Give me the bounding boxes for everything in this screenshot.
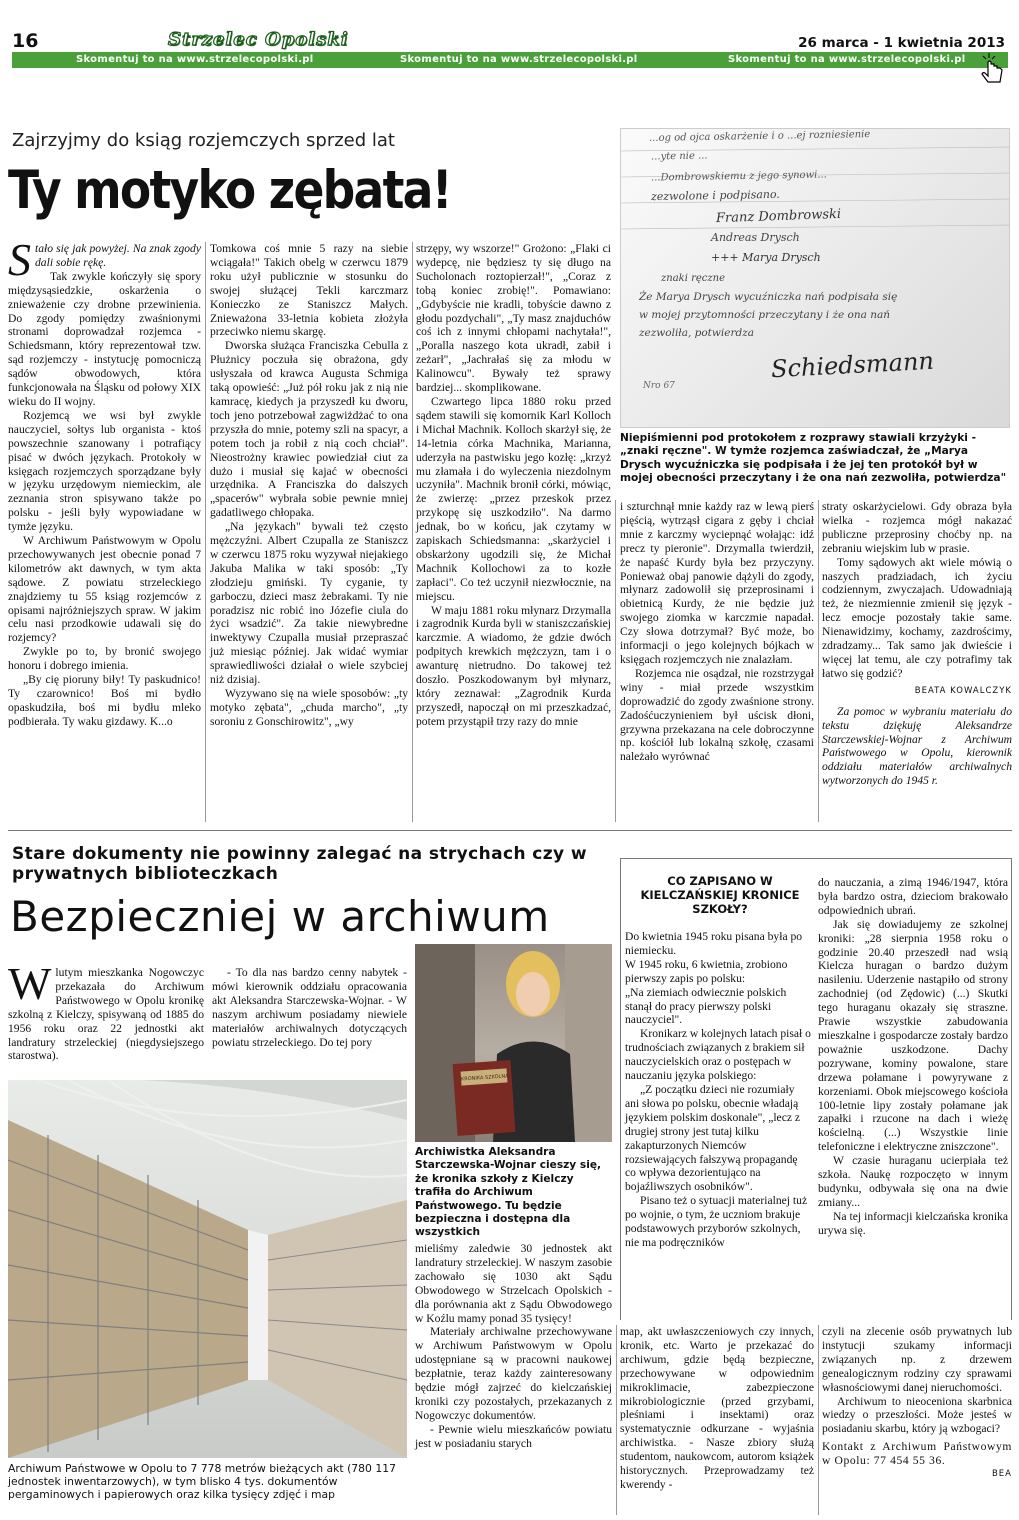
article1-column-1 bbox=[8, 234, 201, 729]
issue-date: 26 marca - 1 kwietnia 2013 bbox=[798, 35, 1005, 51]
paragraph: W czasie huraganu ucierpiała też szkoła. Naukę rozpoczęto w innym budynku, odbywała się ona na dwie zmiany... bbox=[818, 1154, 1008, 1209]
column-rule bbox=[615, 500, 616, 822]
article2-headline: Bezpieczniej w archiwum bbox=[10, 892, 550, 941]
article2-photo-caption-right: Archiwistka Aleksandra Starczewska-Wojnar cieszy się, że kronika szkoły z Kielczy trafiła do Archiwum Państwowego. Tu będzie bezpieczna i dostępna dla wszystkich bbox=[415, 1146, 602, 1239]
manuscript-line: ...yte nie ... bbox=[650, 150, 708, 163]
paragraph: Kronikarz w kolejnych latach pisał o trudnościach związanych z brakiem sił nauczycielskich oraz o postępach w nauczaniu języka polskiego: bbox=[625, 1027, 811, 1083]
paragraph: Wyzywano się na wiele sposobów: „ty motyko zębata", „chuda marcho", „ty soroniu z Gonschirowitz", „wy bbox=[210, 687, 408, 728]
paragraph: Archiwum to nieoceniona skarbnica wiedzy o przeszłości. Może jesteś w posiadaniu skarbu, który ją wzbogaci? bbox=[822, 1394, 1012, 1436]
paragraph: straty oskarżycielowi. Gdy obraza była wielka - rozjemca mógł nakazać publiczne przeprosiny choćby np. na zebraniu wiejskim lub w prasie. bbox=[822, 500, 1012, 555]
paragraph: Tak zwykle kończyły się spory międzysąsiedzkie, oskarżenia o znieważenie czy drobne przewinienia. Do zgody pomiędzy zwaśnionymi stronami doprowadzał rozjemca - Schiedsmann, który reprezentował tzw. sąd rozjemczy - instytucję pomocniczą sądów obwodowych, która funkcjonowała na Śląsku od połowy XIX wieku do II wojny. bbox=[8, 269, 201, 408]
paragraph: „Na ziemiach odwiecznie polskich stanął do pracy pierwszy polski nauczyciel". bbox=[625, 985, 787, 1027]
page-header bbox=[0, 0, 1019, 90]
column-rule bbox=[818, 1325, 819, 1515]
paragraph: „By cię pioruny biły! Ty paskudnico! Ty czarownico! Boś mi bydło opaskudziła, boś mi bydłu mleko podbierała. Ty waku gizdawy. K...o bbox=[8, 673, 201, 728]
dropcap: S bbox=[8, 234, 31, 285]
paragraph: Pisano też o sytuacji materialnej tuż po wojnie, o tym, że uczniom brakuje podstawowych przyborów szkolnych, nie ma podręczników bbox=[625, 1194, 808, 1249]
masthead-logo: Strzelec Opolski bbox=[168, 29, 349, 50]
article1-column-3 bbox=[416, 242, 611, 729]
article1-photo-caption: Niepiśmienni pod protokołem z rozprawy stawiali krzyżyki - „znaki ręczne". W tymże rozjemca zaświadczał, że „Marya Drysch wycuźniczka się podpisała i że jej ten protokół był w mojej obecności przeczytany i że ona nań zezwoliła, potwierdza" bbox=[620, 432, 1007, 485]
paragraph: W Archiwum Państwowym w Opolu przechowywanych jest obecnie ponad 7 kilometrów akt dawnych, w tym akta sądowe. Z powiatu strzeleckiego znajdziemy tu 55 ksiąg rozjemców z opisami najróżniejszych spraw. W jakim celu nasi przodkowie udawali się do rozjemcy? bbox=[8, 534, 201, 645]
article2-column-4 bbox=[620, 1325, 814, 1492]
comment-link[interactable]: Skomentuj to na www.strzelecopolski.pl bbox=[76, 54, 314, 65]
manuscript-line: w mojej przytomności przeczytany i że ona nań bbox=[639, 309, 891, 321]
column-rule bbox=[818, 500, 819, 822]
column-rule bbox=[205, 242, 206, 822]
manuscript-signature: +++ Marya Drysch bbox=[711, 251, 821, 264]
article2-contact: Kontakt z Archiwum Państwowym w Opolu: 77 454 55 36. bbox=[822, 1440, 1012, 1468]
sidebar-title: CO ZAPISANO W KIELCZAŃSKIEJ KRONICE SZKOŁY? bbox=[640, 874, 800, 916]
cursor-hand-icon bbox=[980, 52, 1006, 86]
sidebar-column-1 bbox=[625, 930, 811, 1250]
sidebar-column-2 bbox=[818, 876, 1008, 1238]
article1-column-4 bbox=[620, 500, 814, 764]
manuscript-signature: Franz Dombrowski bbox=[715, 206, 842, 227]
article2-author: BEA bbox=[991, 1469, 1012, 1480]
paragraph: mieliśmy zaledwie 30 jednostek akt landratury strzeleckiej. W naszym zasobie zachowało się 1030 akt Sądu Obwodowego w Strzelcach Opolskich - dla porównania akt z Sądu Obwodowego w Koźlu mamy ponad 35 tysięcy! bbox=[415, 1242, 612, 1325]
archivist-photo bbox=[415, 944, 612, 1142]
comment-bar bbox=[12, 52, 1008, 68]
manuscript-photo bbox=[620, 128, 1010, 428]
paragraph: „Z początku dzieci nie rozumiały ani słowa po polsku, obecnie władają językiem polskim doskonale", „lecz z drugiej strony jest tutaj kilku zakapturzonych Niemców rozsiewających fałszywą propagandę co wpływa dezorientująco na bojaźliwszych osobników". bbox=[625, 1082, 801, 1194]
archivist-illustration bbox=[415, 944, 612, 1142]
paragraph: Tomkowa coś mnie 5 razy na siebie wciągała!" Takich obelg w czerwcu 1879 roku użył publicznie w stosunku do swojej służącej Tekli karczmarz Konieczko ze Staniszcz Małych. Znieważona 33-letnia kobieta złożyła przeciwko niemu skargę. bbox=[210, 242, 408, 339]
page-number: 16 bbox=[12, 30, 39, 52]
paragraph: czyli na zlecenie osób prywatnych lub instytucji szukamy informacji związanych np. z drzewem genealogicznym rodziny czy sprawami własnościowymi danej nieruchomości. bbox=[822, 1325, 1012, 1394]
article2-column-1 bbox=[8, 958, 204, 1063]
paragraph: Zwykle po to, by bronić swojego honoru i dobrego imienia. bbox=[8, 645, 201, 673]
dropcap: W bbox=[8, 958, 52, 1009]
article1-thanks: Za pomoc w wybraniu materiału do tekstu dziękuję Aleksandrze Starczewskiej-Wojnar z Archiwum Państwowego w Opolu, kierownik oddziału materiałów archiwalnych wytworzonych do 1945 r. bbox=[822, 704, 1012, 788]
manuscript-line: zezwoliła, potwierdza bbox=[639, 327, 754, 339]
paragraph: strzępy, wy wszorze!" Grożono: „Flaki ci wydepcę, nie będziesz ty się długo na Sucholonach roztopierzał!", „Coraz z tobą koniec zrobię!". Pomawiano: „Gdybyście nie kradli, tobyście dawno z głodu pozdychali", „Ty masz znajduchów coś ich z innymi chłopami nachytała!", „Poralla naszego kota ukradł, zabił i zeżarł", „Jachrałaś się za młodu w Kalinowcu". Bywały też sprawy bardziej... skomplikowane. bbox=[416, 242, 611, 395]
paragraph: map, akt uwłaszczeniowych czy innych, kronik, etc. Warto je przekazać do archiwum, gdzie będą bezpieczne, przechowywane w odpowiednim mikroklimacie, zabezpieczone mikrobiologicznie (przed grzybami, pleśniami i insektami) oraz systematycznie odkurzane - wyjaśnia archiwistka. - Nasze zbiory służą studentom, naukowcom, autorom książek historycznych. Przeprowadzamy też kwerendy - bbox=[620, 1325, 814, 1491]
manuscript-signature: Schiedsmann bbox=[770, 346, 935, 384]
paragraph: Do kwietnia 1945 roku pisana była po niemiecku. bbox=[625, 930, 803, 957]
column-rule bbox=[616, 1325, 617, 1515]
paragraph: „Na językach" bywali też często mężczyźni. Albert Czupalla ze Staniszcz w czerwcu 1875 roku wyzywał niejakiego Jakuba Malika w taki sposób: „Ty złodzieju gmiński. Ty cyganie, ty garboczu, dzieci masz żebrakami. Ty nie poradzisz nic robić ino Józefie ciula do życi wsadzić". Za takie niewybredne inwektywy Czupalla musiał przepraszać już miesiąc później. Jak widać wymiar sprawiedliwości działał o wiele szybciej niż dzisiaj. bbox=[210, 520, 408, 687]
manuscript-line: ...Dombrowskiemu z jego synowi... bbox=[650, 169, 827, 184]
article1-kicker: Zajrzyjmy do ksiąg rozjemczych sprzed lat bbox=[12, 130, 395, 151]
manuscript-line: ...og od ojca oskarżenie i o ...ej rozniesienie bbox=[648, 129, 871, 144]
paragraph: i szturchnął mnie każdy raz w lewą pierś pięścią, wytrząsł cigara z gęby i chciał mnie z karczmy wyciepnąć wołając: idź precz ty pieronie". Drzymalla twierdził, że napaść Kurdy była bez przyczyny. Ponieważ obaj panowie dążyli do zgody, młynarz zadowolił się przeprosinami i obietnicą Kurdy, że nie będzie już swojego ziomka w karczmie napadał. Czy słowa dotrzymał? Być może, bo informacji o jego kolejnych bójkach w księgach rozjemczych nie znalazłam. bbox=[620, 500, 814, 666]
article2-column-5 bbox=[822, 1325, 1012, 1482]
book-label: KRONIKA SZKOLNA bbox=[460, 1073, 509, 1083]
article2-photo-caption-left: Archiwum Państwowe w Opolu to 7 778 metrów bieżących akt (780 117 jednostek inwentarzowych), w tym blisko 4 tys. dokumentów pergaminowych i papierowych oraz kilka tysięcy zdjęć i map bbox=[8, 1462, 396, 1502]
manuscript-line: znaki ręczne bbox=[661, 273, 726, 284]
section-divider bbox=[8, 830, 1012, 831]
paragraph: Jak się dowiadujemy ze szkolnej kroniki: „28 sierpnia 1958 roku o godzinie 20.40 przeszedł nad wsią Kielcza huragan o bardzo dużym nasileniu. Uderzenie nastąpiło od strony zachodniej (od Zędowic) (...) Skutki tego huraganu okazały się straszne. Prawie wszystkie zabudowania mieszkalne i gospodarcze zostały bardzo poważnie uszkodzone. Dachy pozrywane, kominy powalone, stare drzewa połamane i powyrywane z korzeniami. Obok miejscowego kościoła 100-letnie lipy zostały połamane jak zapałki i rzucone na dach i wieżę kościelną. (...) Wszystkie linie telefoniczne i elektryczne zniszczone". bbox=[818, 917, 1008, 1154]
archive-shelves-photo bbox=[8, 1080, 407, 1458]
comment-link[interactable]: Skomentuj to na www.strzelecopolski.pl bbox=[728, 54, 966, 65]
paragraph: - To dla nas bardzo cenny nabytek - mówi kierownik oddziału opracowania akt Aleksandra Starczewska-Wojnar. - W naszym archiwum posiadamy niewiele materiałów archiwalnych dotyczących powiatu strzeleckiego. Do tej pory bbox=[212, 966, 407, 1049]
paragraph: Na tej informacji kielczańska kronika urywa się. bbox=[818, 1209, 1008, 1237]
manuscript-line: Nro 67 bbox=[643, 381, 675, 391]
article1-headline: Ty motyko zębata! bbox=[8, 160, 451, 221]
manuscript-line: zezwolone i podpisano. bbox=[650, 187, 780, 204]
paragraph: do nauczania, a zimą 1946/1947, która była bardzo ostra, dzieciom brakowało odpowiednich ubrań. bbox=[818, 876, 1008, 917]
article2-column-2 bbox=[212, 966, 407, 1049]
paragraph: Rozjemca nie osądzał, nie rozstrzygał winy - miał przede wszystkim doprowadzić do zgody zwaśnione strony. Zadośćuczynieniem był uścisk dłoni, grzywna przekazana na cele dobroczynne np. kościół lub lokalną szkołę, czasami należało wyrównać bbox=[620, 666, 814, 764]
shelves-illustration bbox=[8, 1080, 407, 1458]
paragraph: W maju 1881 roku młynarz Drzymalla i zagrodnik Kurda byli w staniszczańskiej karczmie. A wiadomo, że gdzie dwóch podpitych krewkich mężczyzn, tam i o awanturę nietrudno. Do takowej też doszło. Poszkodowanym był młynarz, który zeznawał: „Zagrodnik Kurda przyszedł, napoczął on mi przeszkadzać, potem przystąpił trzy razy do mnie bbox=[416, 603, 611, 728]
paragraph: Dworska służąca Franciszka Cebulla z Płużnicy poczuła się obrażona, gdy usłyszała od krawca Augusta Schmiga taką opowieść: „Już pół roku jak z nią nie kamracę, kiedych ja przyszedł ku dworu, toch jeno potrzebował zagwiżdżać to ona przyszła do mnie, potemy szli na spacyr, a potem toch ja robił z nią coch chciał". Nieostrożny krawiec powiedział ciut za dużo i musiał się kajać w obecności urzędnika. A Franciszka do dalszych „spacerów" wybrała sobie pewnie mniej gadatliwego chłopaka. bbox=[210, 339, 408, 520]
article1-lead: tało się jak powyżej. Na znak zgody dali sobie rękę. bbox=[35, 242, 201, 269]
paragraph: Materiały archiwalne przechowywane w Archiwum Państwowym w Opolu udostępniane są w pracowni naukowej bezpłatnie, teraz każdy zainteresowany będzie mógł zajrzeć do kielczańskiej kroniki czy pozostałych, przekazanych z Nogowczyc dokumentów. bbox=[415, 1325, 612, 1422]
paragraph: Rozjemcą we wsi był zwykle nauczyciel, sołtys lub organista - ktoś powszechnie szanowany i potrafiący pisać w dwóch językach. Protokoły w księgach rozjemczych sporządzane były w języku urzędowym niemieckim, ale zeznania stron spisywano także po polsku - jeśli były wypowiadane w tymże języku. bbox=[8, 408, 201, 534]
article2-kicker: Stare dokumenty nie powinny zalegać na strychach czy w prywatnych biblioteczkach bbox=[12, 844, 587, 884]
comment-link[interactable]: Skomentuj to na www.strzelecopolski.pl bbox=[400, 54, 638, 65]
article1-author: BEATA KOWALCZYK bbox=[914, 685, 1012, 696]
paragraph: - Pewnie wielu mieszkańców powiatu jest w posiadaniu starych bbox=[415, 1422, 612, 1450]
manuscript-line: Że Marya Drysch wycuźniczka nań podpisała się bbox=[639, 291, 898, 303]
manuscript-signature: Andreas Drysch bbox=[711, 231, 800, 244]
paragraph: W 1945 roku, 6 kwietnia, zrobiono pierwszy zapis po polsku: bbox=[625, 957, 788, 985]
column-rule bbox=[412, 242, 413, 822]
paragraph: Tomy sądowych akt wiele mówią o naszych pradziadach, ich życiu codziennym, zwyczajach. Udowadniają też, że niezmiennie zmienił się język - lecz emocje pozostały takie same. Nienawidzimy, kochamy, zazdrościmy, zdradzamy... Tak samo jak dwieście i więcej lat temu, ale czy potrafimy tak łatwo się godzić? bbox=[822, 555, 1012, 680]
article2-column-3 bbox=[415, 1242, 612, 1451]
article1-column-5 bbox=[822, 500, 1012, 788]
article1-column-2 bbox=[210, 242, 408, 729]
paragraph: Czwartego lipca 1880 roku przed sądem stawili się komornik Karl Kolloch i Michał Machnik. Kolloch skarżył się, że 14-letnia córka Machnika, Marianna, uderzyła na pastwisku jego kozłę: „krzyż mu złamała i do wyleczenia niezdolnym uczyniła". Machnik bronił córki, mówiąc, że zwierzę: „przez przeskok przez przykopę się uszkodziło". Na darmo jednak, bo w końcu, jak czytamy w zapiskach Schiedsmanna: „skarżyciel i obskarżony ugodzili się, że Michał Machnik Kollochowi za to kozłe zapłaci". Co też uczynił niezwłocznie, na miejscu. bbox=[416, 394, 611, 603]
paragraph: lutym mieszkanka Nogowczyc przekazała do Archiwum Państwowego w Opolu kronikę szkolną z Kielczy, spisywaną od 1885 do 1956 roku oraz 22 jednostki akt landratury strzeleckiej (niegdysiejszego starostwa). bbox=[8, 966, 204, 1063]
